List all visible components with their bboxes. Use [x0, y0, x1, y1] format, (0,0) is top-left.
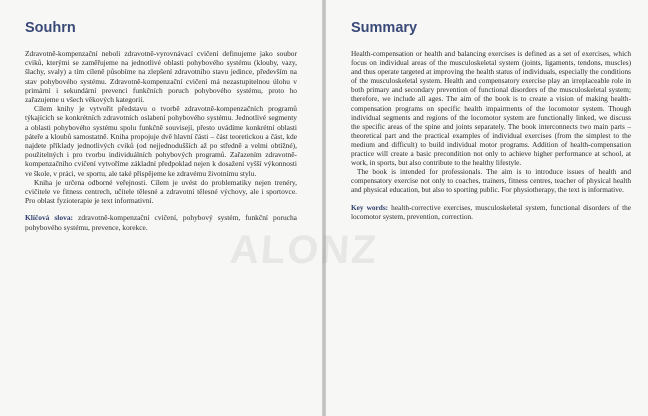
abstract-text: [25, 49, 297, 232]
paragraph: Zdravotně-kompenzační neboli zdravotně-vyrovnávací cvičení definujeme jako soubor cviků, kterými se zaměřujeme na jednotlivé oblasti pohybového systému (klouby, vazy, šlachy, svaly) a tím cíleně působíme na zlepšení zdravotního stavu jedince, především na stav pohybového systému. Zdravotně-kompenzační cvičení má nezastupitelnou úlohu v primární i sekundární prevenci funkčních poruch pohybového systému, proto ho zařazujeme u všech věkových kategorií.: [25, 49, 297, 105]
keywords-label: Key words:: [351, 202, 389, 212]
keywords-text: zdravotně-kompenzační cvičení, pohybový systém, funkční porucha pohybového systému, prevence, korekce.: [25, 213, 297, 232]
keywords-line: [25, 213, 297, 231]
left-page: [0, 0, 322, 416]
keywords-line: [351, 203, 631, 221]
abstract-text: [351, 49, 631, 221]
paragraph: Kniha je určena odborné veřejnosti. Cílem je uvést do problematiky nejen trenéry, cvičitele ve fitness centrech, učitele tělesné a zdravotní tělesné výchovy, ale i sportovce. Pro oblast fyzioterapie je text informativní.: [25, 177, 297, 206]
paragraph: The book is intended for professionals. The aim is to introduce issues of health and compensatory exercise not only to coaches, trainers, fitness centres, teacher of physical health and physical education, but also to sporting public. For physiotherapy, the text is informative.: [351, 167, 631, 195]
paragraph: Health-compensation or health and balancing exercises is defined as a set of exercises, which focus on individual areas of the musculoskeletal system (joints, ligaments, tendons, muscles) and thus operate targeted at improving the health status of individuals, especially the conditions of the musculoskeletal system. Health and compensatory exercise play an irreplaceable role in both primary and secondary prevention of functional disorders of the musculoskeletal system; therefore, we include all ages. The aim of the book is to create a vision of making health-compensation programs on specific health impairments of the locomotor system. Though individual segments and regions of the locomotor system are functionally linked, we discuss the specific areas of the spine and joints separately. The book interconnects two main parts – theoretical part and the practical examples of individual exercises (from the simplest to the medium and difficult) to build individual motor programs. Addition of health-compensation practice will create a basic precondition not only to achieve higher performance at school, at work, in sports, but also contribute to the healthy lifestyle.: [351, 49, 631, 168]
keywords-text: health-corrective exercises, musculoskeletal system, functional disorders of the locomotor system, prevention, correction.: [351, 202, 631, 221]
paragraph: Cílem knihy je vytvořit představu o tvorbě zdravotně-kompenzačních programů týkajících se konkrétních zdravotních oslabení pohybového systému. Jednotlivé segmenty a oblasti pohybového systému spolu funkčně souvisejí, přesto uvádíme konkrétní oblasti páteře a kloubů samostatně. Kniha propojuje dvě hlavní části – část teoretickou a část, kde najdete příklady jednotlivých cviků (od nejjednodušších až po středně a velmi obtížné), použitelných i pro tvorbu individuálních pohybových programů. Zařazením zdravotně-kompenzačního cvičení vytvoříme základní předpoklad nejen k dosažení vyšší výkonnosti ve škole, v práci, ve sportu, ale také přispějeme ke zdravému životnímu stylu.: [25, 104, 297, 178]
right-page: [326, 0, 648, 416]
page-title: Souhrn: [25, 20, 76, 36]
keywords-label: Klíčová slova:: [25, 213, 74, 223]
page-title: Summary: [351, 20, 418, 36]
